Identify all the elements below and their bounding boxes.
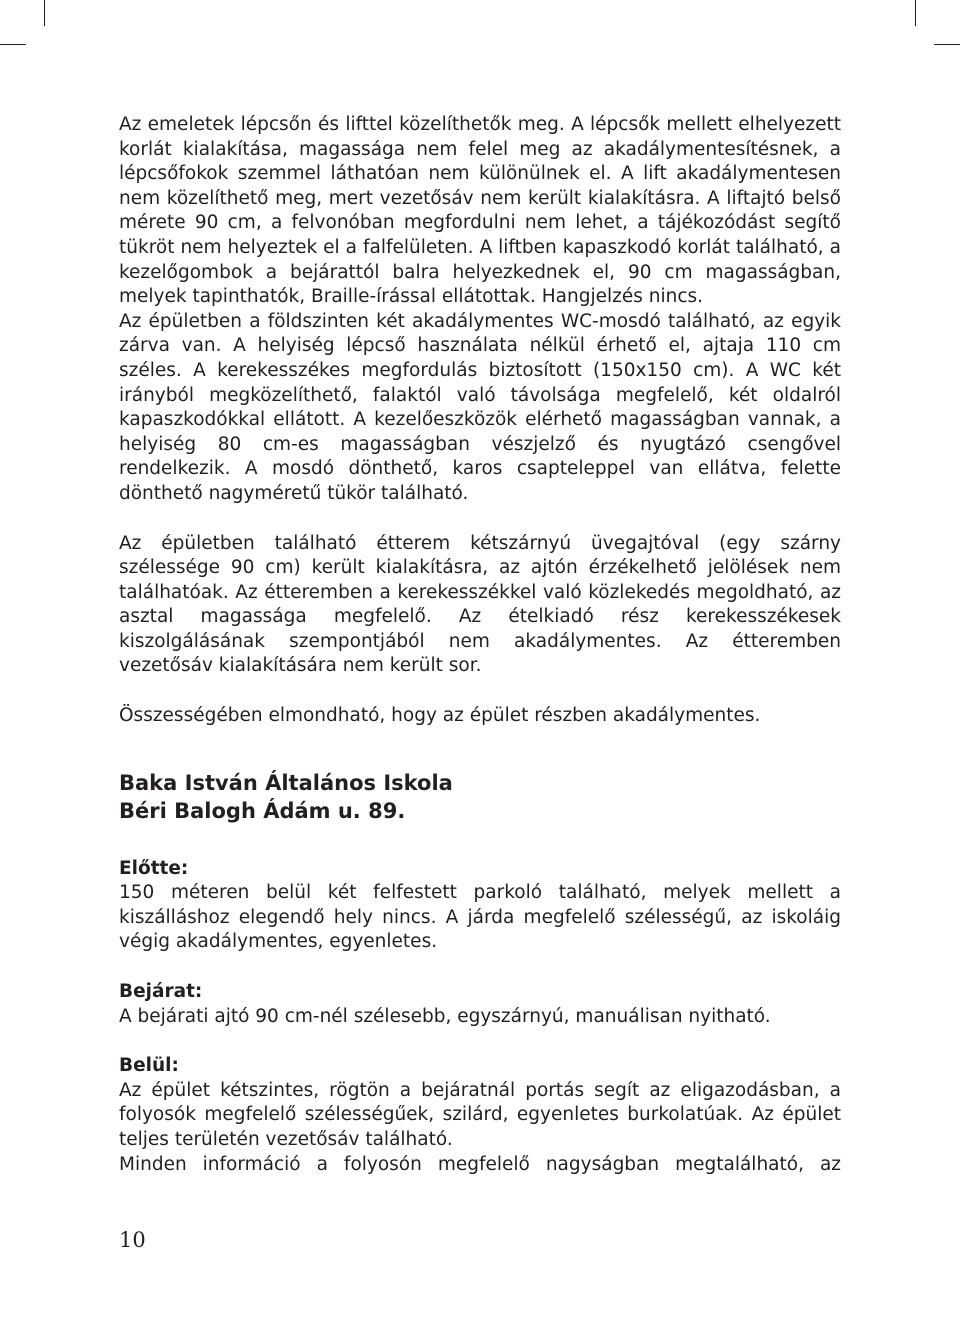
crop-mark-top-right-horizontal [934,44,960,45]
paragraph-restaurant: Az épületben található étterem kétszárnyú üvegajtóval (egy szárny szélessége 90 cm) került kialakításra, az ajtón érzékelhető jelölések nem találhatóak. Az étteremben a kerekesszékkel való közlekedés megoldható, az asztal magassága megfelelő. Az ételkiadó rész kerekesszékesek kiszolgálásának szempontjából nem akadálymentes. Az étteremben vezetősáv kialakítására nem került sor. [119,532,841,677]
paragraph-summary: Összességében elmondható, hogy az épület részben akadálymentes. [119,705,761,727]
crop-mark-top-left-vertical [44,0,45,26]
page-content [119,113,841,1177]
section-label-bejarat: Bejárat: [119,981,203,1003]
page-number: 10 [119,1228,146,1252]
school-address: Béri Balogh Ádám u. 89. [119,798,406,823]
section-text-belul-continued: Minden információ a folyosón megfelelő nagyságban megtalálható, az [119,1153,841,1175]
section-text-belul: Az épület kétszintes, rögtön a bejáratnál portás segít az eligazodásban, a folyosók megfelelő szélességűek, szilárd, egyenletes burkolatúak. Az épület teljes területén vezetősáv található. [119,1079,841,1150]
section-label-belul: Belül: [119,1055,179,1077]
crop-mark-top-left-horizontal [0,44,26,45]
school-name: Baka István Általános Iskola [119,770,453,795]
paragraph-elevator: Az emeletek lépcsőn és lifttel közelíthetők meg. A lépcsők mellett elhelyezett korlát kialakítása, magassága nem felel meg az akadálymentesítésnek, a lépcsőfokok szemmel láthatóan nem különülnek el. A lift akadálymentesen nem közelíthető meg, mert vezetősáv nem került kialakításra. A liftajtó belső mérete 90 cm, a felvonóban megfordulni nem lehet, a tájékozódást segítő tükröt nem helyeztek el a falfelületen. A liftben kapaszkodó korlát található, a kezelőgombok a bejárattól balra helyezkednek el, 90 cm magasságban, melyek tapinthatók, Braille-írással ellátottak. Hangjelzés nincs. [119,114,841,308]
paragraph-wc: Az épületben a földszinten két akadálymentes WC-mosdó található, az egyik zárva van. A helyiség lépcső használata nélkül érhető el, ajtaja 110 cm széles. A kerekesszékes megfordulás biztosított (150x150 cm). A WC két irányból megközelíthető, falaktól való távolsága megfelelő, két oldalról kapaszkodókkal ellátott. A kezelőeszközök elérhető magasságban vannak, a helyiség 80 cm-es magasságban vészjelző és nyugtázó csengővel rendelkezik. A mosdó dönthető, karos csapteleppel van ellátva, felette dönthető nagyméretű tükör található. [119,310,841,504]
section-text-bejarat: A bejárati ajtó 90 cm-nél szélesebb, egyszárnyú, manuálisan nyitható. [119,1005,771,1027]
crop-mark-top-right-vertical [915,0,916,26]
section-label-elotte: Előtte: [119,857,189,879]
section-text-elotte: 150 méteren belül két felfestett parkoló található, melyek mellett a kiszálláshoz elegendő hely nincs. A járda megfelelő szélességű, az iskoláig végig akadálymentes, egyenletes. [119,882,841,953]
